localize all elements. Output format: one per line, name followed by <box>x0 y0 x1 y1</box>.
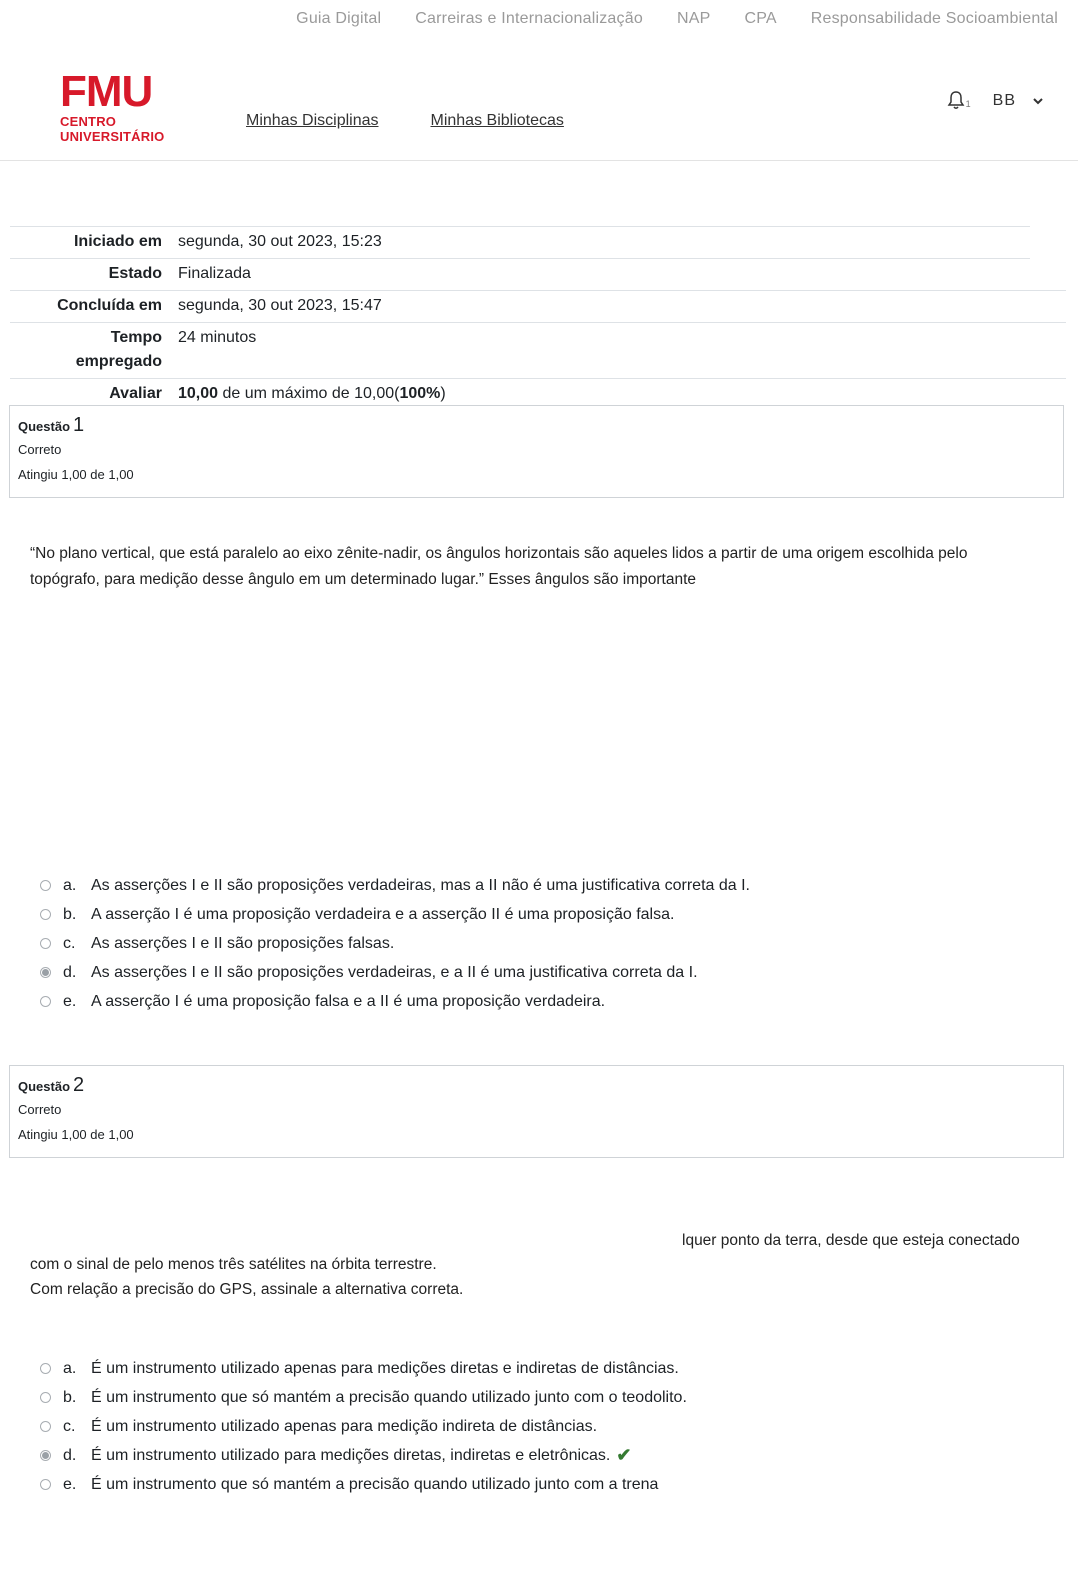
radio-button-selected[interactable] <box>40 1450 51 1461</box>
summary-label <box>10 326 178 374</box>
summary-label: Iniciado em <box>73 233 162 250</box>
question-text-line: topógrafo, para medição desse ângulo em um determinado lugar.” Esses ângulos são importante <box>30 571 697 588</box>
radio-button[interactable] <box>40 938 51 949</box>
radio-button[interactable] <box>40 880 51 891</box>
nav-minhas-bibliotecas[interactable]: Minhas Bibliotecas <box>430 112 564 129</box>
summary-value: segunda, 30 out 2023, 15:47 <box>178 297 382 314</box>
top-navigation <box>262 10 1058 34</box>
answer-option-a[interactable] <box>40 871 750 900</box>
answer-list-1 <box>40 871 750 1016</box>
answer-letter: c. <box>63 934 76 952</box>
logo-subtitle: CENTRO UNIVERSITÁRIO <box>60 114 165 144</box>
topnav-nap[interactable]: NAP <box>676 10 711 27</box>
answer-text: A asserção I é uma proposição verdadeira e a asserção II é uma proposição falsa. <box>91 905 675 923</box>
radio-button-selected[interactable] <box>40 967 51 978</box>
chevron-down-icon[interactable] <box>1032 96 1044 106</box>
site-header <box>0 44 1078 161</box>
grade-score: 10,00 <box>178 385 219 402</box>
answer-letter: e. <box>63 992 77 1010</box>
question-info-1 <box>9 405 1064 498</box>
summary-row-time <box>10 322 1066 378</box>
user-menu <box>947 90 1044 112</box>
answer-text: É um instrumento utilizado apenas para medição indireta de distâncias. <box>91 1417 598 1435</box>
question-number-value: 2 <box>73 1074 85 1096</box>
bell-icon <box>947 90 965 110</box>
question-number <box>18 414 1055 438</box>
question-text-fragment-2: lquer ponto da terra, desde que esteja conectado <box>682 1232 1020 1249</box>
answer-text: É um instrumento que só mantém a precisão quando utilizado junto com a trena <box>91 1475 659 1493</box>
answer-option-b[interactable] <box>40 900 750 929</box>
question-number-value: 1 <box>73 414 85 436</box>
answer-text: As asserções I e II são proposições falsas. <box>91 934 395 952</box>
attempt-summary <box>10 226 1066 410</box>
answer-option-d[interactable] <box>40 1441 687 1470</box>
answer-letter: c. <box>63 1417 76 1435</box>
answer-letter: a. <box>63 876 77 894</box>
answer-letter: a. <box>63 1359 77 1377</box>
question-number <box>18 1074 1055 1098</box>
summary-label: Avaliar <box>109 385 162 402</box>
question-text-line: “No plano vertical, que está paralelo ao eixo zênite-nadir, os ângulos horizontais são aqueles lidos a partir de uma origem escolhida pelo <box>30 545 968 562</box>
answer-letter: b. <box>63 905 77 923</box>
summary-row-completed <box>10 290 1066 322</box>
main-navigation <box>246 112 616 130</box>
answer-option-a[interactable] <box>40 1354 687 1383</box>
topnav-responsabilidade[interactable]: Responsabilidade Socioambiental <box>810 10 1058 27</box>
summary-label: Estado <box>108 265 162 282</box>
summary-row-started <box>10 226 1030 258</box>
answer-letter: d. <box>63 963 77 981</box>
answer-option-b[interactable] <box>40 1383 687 1412</box>
question-text-2 <box>30 1252 463 1302</box>
radio-button[interactable] <box>40 909 51 920</box>
answer-letter: b. <box>63 1388 77 1406</box>
grade-percent: 100% <box>399 385 441 402</box>
question-label: Questão <box>18 1079 71 1094</box>
question-grade: Atingiu 1,00 de 1,00 <box>18 1127 134 1142</box>
summary-value <box>178 382 446 406</box>
question-text-line: com o sinal de pelo menos três satélites na órbita terrestre. <box>30 1256 437 1273</box>
grade-text-end: ) <box>440 385 446 402</box>
question-text-line: Com relação a precisão do GPS, assinale a alternativa correta. <box>30 1281 464 1298</box>
radio-button[interactable] <box>40 996 51 1007</box>
summary-row-state <box>10 258 1030 290</box>
radio-button[interactable] <box>40 1392 51 1403</box>
question-state: Correto <box>18 442 62 457</box>
question-text-1 <box>30 541 967 593</box>
check-icon: ✔ <box>616 1445 632 1465</box>
radio-button[interactable] <box>40 1479 51 1490</box>
nav-minhas-disciplinas[interactable]: Minhas Disciplinas <box>246 112 379 129</box>
summary-label-line: empregado <box>75 353 162 370</box>
answer-text: As asserções I e II são proposições verdadeiras, e a II é uma justificativa correta da I. <box>91 963 698 981</box>
question-label: Questão <box>18 419 71 434</box>
answer-text: As asserções I e II são proposições verdadeiras, mas a II não é uma justificativa correta da I. <box>91 876 750 894</box>
summary-value: Finalizada <box>178 265 251 282</box>
answer-letter: d. <box>63 1446 77 1464</box>
summary-value: segunda, 30 out 2023, 15:23 <box>178 233 382 250</box>
notification-button[interactable] <box>947 90 969 112</box>
answer-option-c[interactable] <box>40 1412 687 1441</box>
answer-list-2 <box>40 1354 687 1499</box>
answer-text: É um instrumento utilizado para medições diretas, indiretas e eletrônicas. <box>91 1446 611 1464</box>
summary-label-line: Tempo <box>110 329 162 346</box>
topnav-guia-digital[interactable]: Guia Digital <box>296 10 382 27</box>
topnav-cpa[interactable]: CPA <box>744 10 777 27</box>
answer-text: É um instrumento utilizado apenas para medições diretas e indiretas de distâncias. <box>91 1359 679 1377</box>
logo-mark: FMU <box>60 67 153 116</box>
user-initials[interactable]: BB <box>992 92 1016 109</box>
question-state: Correto <box>18 1102 62 1117</box>
answer-option-c[interactable] <box>40 929 750 958</box>
question-grade: Atingiu 1,00 de 1,00 <box>18 467 134 482</box>
answer-option-e[interactable] <box>40 1470 687 1499</box>
answer-letter: e. <box>63 1475 77 1493</box>
answer-option-d[interactable] <box>40 958 750 987</box>
answer-option-e[interactable] <box>40 987 750 1016</box>
topnav-carreiras[interactable]: Carreiras e Internacionalização <box>415 10 643 27</box>
answer-text: A asserção I é uma proposição falsa e a II é uma proposição verdadeira. <box>91 992 606 1010</box>
summary-value: 24 minutos <box>178 329 257 346</box>
question-info-2 <box>9 1065 1064 1158</box>
radio-button[interactable] <box>40 1363 51 1374</box>
grade-text: de um máximo de 10,00( <box>218 385 400 402</box>
fmu-logo[interactable] <box>60 67 200 144</box>
notification-count: 1 <box>965 99 971 109</box>
summary-label: Concluída em <box>57 297 162 314</box>
radio-button[interactable] <box>40 1421 51 1432</box>
answer-text: É um instrumento que só mantém a precisão quando utilizado junto com o teodolito. <box>91 1388 687 1406</box>
